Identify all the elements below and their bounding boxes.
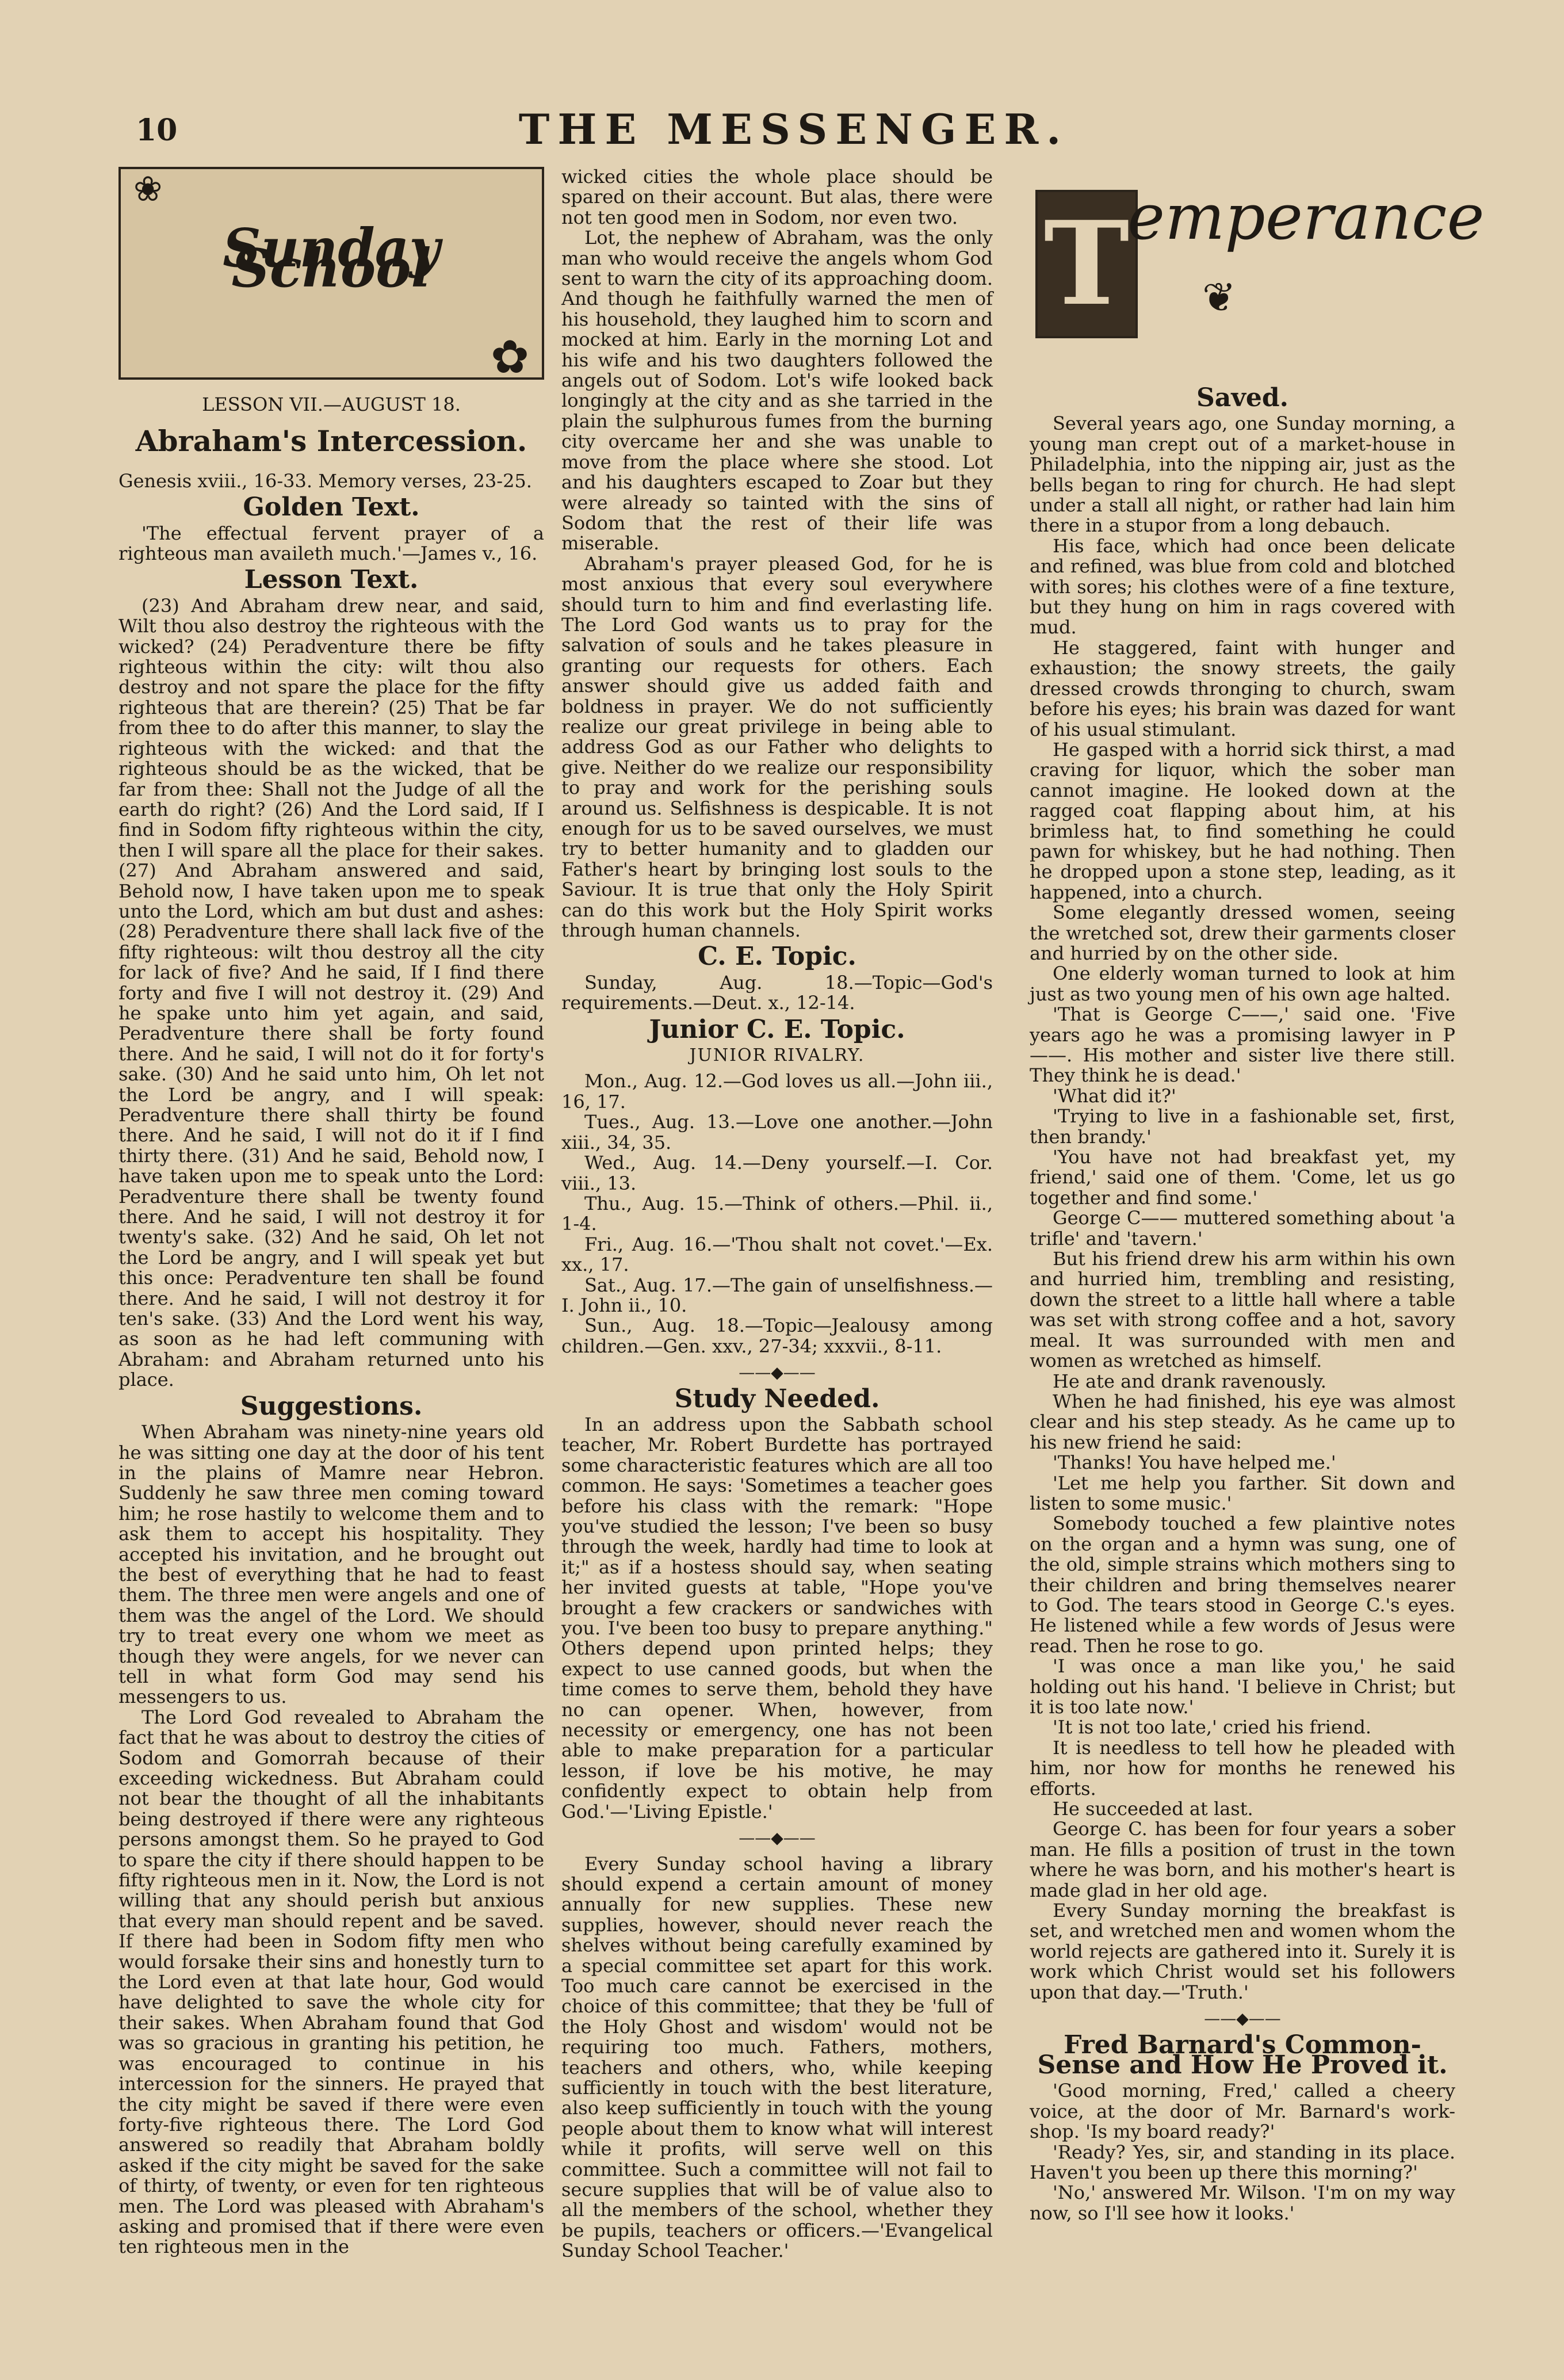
- fred-barnard-heading: Fred Barnard's Common-Sense and How He Proved it.: [1037, 2030, 1448, 2080]
- junior-item: Mon., Aug. 12.—God loves us all.—John iii., 16, 17.: [561, 1070, 993, 1113]
- junior-item: Sat., Aug. 17.—The gain of unselfishness.—I. John ii., 10.: [561, 1274, 993, 1316]
- saved-paragraph: When he had finished, his eye was almost clear and his step steady. As he came up to his new friend he said:: [1030, 1390, 1455, 1453]
- saved-paragraph: Every Sunday morning the breakfast is set, and wretched men and women whom the world rejects are gathered into it. Surely it is work which Christ would set his followers upon that day.—'Truth.': [1030, 1900, 1455, 2003]
- divider-ornament-icon: ——◆——: [1204, 2009, 1281, 2028]
- saved-paragraph: It is needless to tell how he pleaded with him, nor how for months he renewed his efforts.: [1030, 1736, 1455, 1800]
- saved-paragraph: George C. has been for four years a sober man. He fills a position of trust in the town where he was born, and his mother's heart is made glad in her old age.: [1030, 1818, 1455, 1901]
- saved-paragraph: He succeeded at last.: [1053, 1798, 1253, 1820]
- flower-ornament-icon: ❀: [133, 169, 163, 209]
- junior-item: Thu., Aug. 15.—Think of others.—Phil. ii., 1-4.: [561, 1192, 993, 1235]
- suggestions-paragraph: When Abraham was ninety-nine years old he was sitting one day at the door of his tent in the plains of Mamre near Hebron. Suddenly he saw three men coming toward him; he rose hastily to welcome them and to ask them to accept his hospitality. They accepted his invitation, and he brought out the best of everything that he had to feast them. The three men were angels and one of them was the angel of the Lord. We should try to treat every one whom we meet as though they were angels, for we never can tell in what form God may send his messengers to us.: [118, 1421, 544, 1708]
- lesson-text-heading: Lesson Text.: [244, 565, 419, 595]
- temperance-banner: [1030, 167, 1485, 374]
- fred-paragraph: 'No,' answered Mr. Wilson. 'I'm on my way now, so I'll see how it looks.': [1030, 2182, 1455, 2224]
- memory-verses: Genesis xviii., 16-33. Memory verses, 23-25.: [118, 469, 532, 492]
- lesson-text: (23) And Abraham drew near, and said, Wilt thou also destroy the righteous with the wicked? (24) Peradventure there be fifty righteous within the city: wilt thou also destroy and not spare the place for the fifty righteous that are therein? (25) That be far from thee to do after this manner, to slay the righteous with the wicked: and that the righteous should be as the wicked, that be far from thee: Shall not the Judge of all the earth do right? (26) And the Lord said, If I find in Sodom fifty righteous within the city, then I will spare all the place for their sakes. (27) And Abraham answered and said, Behold now, I have taken upon me to speak unto the Lord, which am but dust and ashes: (28) Peradventure there shall lack five of the fifty righteous: wilt thou destroy all the city for lack of five? And he said, If I find there forty and five I will not destroy it. (29) And he spake unto him yet again, and said, Peradventure there shall be forty found there. And he said, I will not do it for forty's sake. (30) And he said unto him, Oh let not the Lord be angry, and I will speak: Peradventure there shall thirty be found there. And he said, I will not do it if I find thirty there. (31) And he said, Behold now, I have taken upon me to speak unto the Lord: Peradventure there shall be twenty found there. And he said, I will not destroy it for twenty's sake. (32) And he said, Oh let not the Lord be angry, and I will speak yet but this once: Peradventure ten shall be found there. And he said, I will not destroy it for ten's sake. (33) And the Lord went his way, as soon as he had left communing with Abraham: and Abraham returned unto his place.: [118, 594, 544, 1391]
- junior-item: Wed., Aug. 14.—Deny yourself.—I. Cor. viii., 13.: [561, 1152, 993, 1194]
- saved-paragraph: 'Let me help you farther. Sit down and listen to some music.': [1030, 1472, 1455, 1514]
- divider-ornament-icon: ——◆——: [739, 1363, 816, 1382]
- saved-paragraph: 'It is not too late,' cried his friend.: [1053, 1716, 1372, 1739]
- saved-paragraph: 'I was once a man like you,' he said holding out his hand. 'I believe in Christ; but it is too late now.': [1030, 1655, 1455, 1718]
- saved-paragraph: One elderly woman turned to look at him just as two young men of his own age halted.: [1030, 962, 1455, 1005]
- saved-paragraph: 'Trying to live in a fashionable set, first, then brandy.': [1030, 1105, 1455, 1148]
- swirl-ornament-icon: ❦: [1202, 274, 1236, 321]
- saved-paragraph: Somebody touched a few plaintive notes on the organ and a hymn was sung, one of the old, simple strains which mothers sing to their children and bring themselves nearer to God. The tears stood in George C.'s eyes. He listened while a few words of Jesus were read. Then he rose to go.: [1030, 1512, 1455, 1657]
- saved-paragraph: He ate and drank ravenously.: [1053, 1370, 1326, 1392]
- saved-paragraph: He staggered, faint with hunger and exhaustion; the snowy streets, the gaily dressed crowds thronging to church, swam before his eyes; his brain was dazed for want of his usual stimulant.: [1030, 636, 1455, 740]
- saved-heading: Saved.: [1196, 383, 1288, 412]
- fred-paragraph: 'Ready? Yes, sir, and standing in its place. Haven't you been up there this morning?': [1030, 2141, 1455, 2183]
- saved-paragraph: Several years ago, one Sunday morning, a young man crept out of a market-house in Philadelphia, into the nipping air, just as the bells began to ring for church. He had slept under a stall all night, or rather had lain him there in a stupor from a long debauch.: [1030, 412, 1455, 537]
- junior-ce-heading: Junior C. E. Topic.: [649, 1014, 905, 1044]
- junior-item: Fri., Aug. 16.—'Thou shalt not covet.'—Ex. xx., 17.: [561, 1233, 993, 1276]
- column-middle: [561, 167, 993, 2261]
- saved-paragraph: 'You have not had breakfast yet, my friend,' said one of them. 'Come, let us go together and find some.': [1030, 1146, 1455, 1209]
- saved-paragraph: But his friend drew his arm within his own and hurried him, trembling and resisting, down the street to a little hall where a table was set with strong coffee and a hot, savory meal. It was surrounded with men and women as wretched as himself.: [1030, 1248, 1455, 1372]
- junior-subheading: JUNIOR RIVALRY.: [689, 1045, 865, 1066]
- lesson-line: LESSON VII.—AUGUST 18.: [202, 394, 461, 415]
- golden-text: 'The effectual fervent prayer of a righteous man availeth much.'—James v., 16.: [118, 522, 544, 565]
- suggestions-paragraph: The Lord God revealed to Abraham the fact that he was about to destroy the cities of Sodom and Gomorrah because of their exceeding wickedness. But Abraham could not bear the thought of all the inhabitants being destroyed if there were any righteous persons amongst them. So he prayed to God to spare the city if there should happen to be fifty righteous men in it. Now, the Lord is not willing that any should perish but anxious that every man should repent and be saved. If there had been in Sodom fifty men who would forsake their sins and honestly turn to the Lord even at that late hour, God would have delighted to save the whole city for their sakes. When Abraham found that God was so gracious in granting his petition, he was encouraged to continue in his intercession for the sinners. He prayed that the city might be saved if there were even forty-five righteous there. The Lord God answered so readily that Abraham boldly asked if the city might be saved for the sake of thirty, of twenty, or even for ten righteous men. The Lord was pleased with Abraham's asking and promised that if there were even ten righteous men in the: [118, 1706, 544, 2258]
- banner-initial: T: [1035, 190, 1138, 338]
- saved-paragraph: George C—— muttered something about 'a trifle' and 'tavern.': [1030, 1207, 1455, 1250]
- study-needed-heading: Study Needed.: [674, 1384, 880, 1414]
- fred-paragraph: 'Good morning, Fred,' called a cheery voice, at the door of Mr. Barnard's work-shop. 'Is my board ready?': [1030, 2080, 1455, 2143]
- continued-paragraph: wicked cities the whole place should be spared on their account. But alas, there were not ten good men in Sodom, nor even two.: [561, 166, 993, 228]
- saved-paragraph: 'What did it?': [1053, 1084, 1176, 1107]
- saved-paragraph: 'Thanks! You have helped me.': [1053, 1451, 1336, 1474]
- banner-label: emperance: [1127, 180, 1485, 254]
- column-left: [118, 167, 544, 2257]
- golden-text-heading: Golden Text.: [243, 492, 420, 522]
- continued-paragraph: Abraham's prayer pleased God, for he is most anxious that every soul everywhere should turn to him and find everlasting life. The Lord God wants us to pray for the salvation of souls and he takes pleasure in granting our requests for others. Each answer should give us added faith and boldness in prayer. We do not sufficiently realize our great privilege in being able to address God as our Father who delights to give. Neither do we realize our responsibility to pray and work for the perishing souls around us. Selfishness is despicable. It is not enough for us to be saved ourselves, we must try to better humanity and to gladden our Father's heart by bringing lost souls to the Saviour. It is true that only the Holy Spirit can do this work but the Holy Spirit works through human channels.: [561, 552, 993, 942]
- junior-item: Sun., Aug. 18.—Topic—Jealousy among children.—Gen. xxv., 27-34; xxxvii., 8-11.: [561, 1315, 993, 1357]
- flower-ornament-icon: ✿: [490, 330, 529, 384]
- ce-topic-heading: C. E. Topic.: [698, 942, 856, 972]
- banner-label: Sunday School: [223, 217, 440, 300]
- saved-paragraph: 'That is George C——,' said one. 'Five years ago he was a promising lawyer in P——. His mother and sister live there still. They think he is dead.': [1030, 1003, 1455, 1087]
- saved-paragraph: He gasped with a horrid sick thirst, a mad craving for liquor, which the sober man cannot imagine. He looked down at the ragged coat flapping about him, at his brimless hat, to find something he could pawn for whiskey, but he had nothing. Then he dropped upon a stone step, leading, as it happened, into a church.: [1030, 738, 1455, 903]
- library-paragraph: Every Sunday school having a library should expend a certain amount of money annually for new supplies. These new supplies, however, should never reach the shelves without being carefully examined by a special committee set apart for this work. Too much care cannot be exercised in the choice of this committee; that they be 'full of the Holy Ghost and wisdom' would not be requiring too much. Fathers, mothers, teachers and others, who, while keeping sufficiently in touch with the best literature, also keep sufficiently in touch with the young people about them to know what will interest while it profits, will serve well on this committee. Such a committee will not fail to secure supplies that will be of value also to all the members of the school, whether they be pupils, teachers or officers.—'Evangelical Sunday School Teacher.': [561, 1852, 993, 2262]
- sunday-school-banner: [118, 167, 544, 384]
- masthead: THE MESSENGER.: [518, 105, 1069, 154]
- saved-paragraph: Some elegantly dressed women, seeing the wretched sot, drew their garments closer and hurried by on the other side.: [1030, 901, 1455, 964]
- junior-item: Tues., Aug. 13.—Love one another.—John xiii., 34, 35.: [561, 1111, 993, 1153]
- continued-paragraph: Lot, the nephew of Abraham, was the only man who would receive the angels whom God sent to warn the city of its approaching doom. And though he faithfully warned the men of his household, they laughed him to scorn and mocked at him. Early in the morning Lot and his wife and his two daughters followed the angels out of Sodom. Lot's wife looked back longingly at the city and as she tarried in the plain the sulphurous fumes from the burning city overcame her and she was unable to move from the place where she stood. Lot and his daughters escaped to Zoar but they were already so tainted with the sins of Sodom that the rest of their life was miserable.: [561, 227, 993, 555]
- column-right: [1030, 167, 1485, 2224]
- ce-topic-text: Sunday, Aug. 18.—Topic—God's requirements.—Deut. x., 12-14.: [561, 971, 993, 1014]
- suggestions-heading: Suggestions.: [240, 1391, 423, 1421]
- lesson-title: Abraham's Intercession.: [135, 424, 527, 459]
- saved-paragraph: His face, which had once been delicate and refined, was blue from cold and blotched with sores; his clothes were of a fine texture, but they hung on him in rags covered with mud.: [1030, 534, 1455, 639]
- page-number: 10: [136, 113, 178, 148]
- study-paragraph: In an address upon the Sabbath school teacher, Mr. Robert Burdette has portrayed some characteristic features which are all too common. He says: 'Sometimes a teacher goes before his class with the remark: "Hope you've studied the lesson; I've been so busy through the week, hardly had time to look at it;" as if a hostess should say, when seating her invited guests at table, "Hope you've brought a few crackers or sandwiches with you. I've been too busy to prepare anything." Others depend upon printed helps; they expect to use canned goods, but when the time comes to serve them, behold they have no can opener. When, however, from necessity or emergency, one has not been able to make preparation for a particular lesson, if love be his motive, he may confidently expect to obtain help from God.'—'Living Epistle.': [561, 1413, 993, 1823]
- divider-ornament-icon: ——◆——: [739, 1828, 816, 1848]
